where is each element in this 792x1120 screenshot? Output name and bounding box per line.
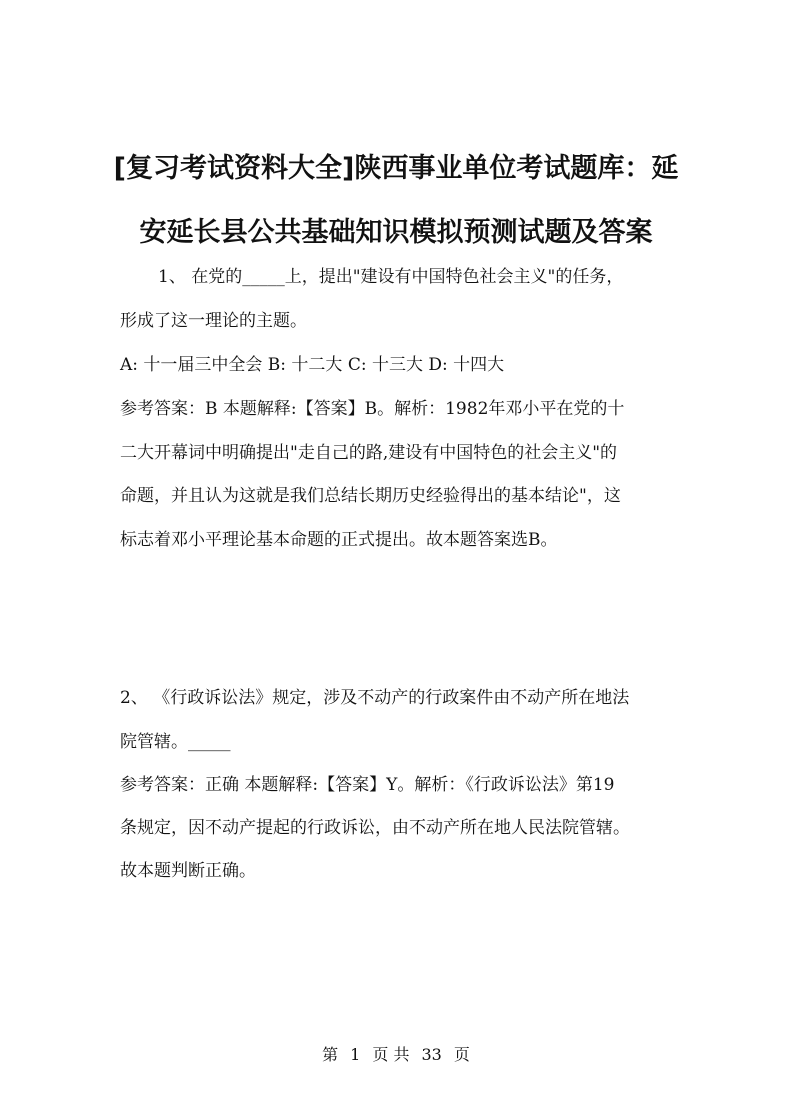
footer-page-number: 1 [350, 1045, 361, 1064]
question-2-text-line-1: 2、 《行政诉讼法》规定，涉及不动产的行政案件由不动产所在地法 [120, 688, 630, 708]
question-1-answer-line-4: 标志着邓小平理论基本命题的正式提出。故本题答案选B。 [120, 530, 558, 550]
page-footer [0, 1042, 792, 1065]
question-2-answer-line-1: 参考答案：正确 本题解释:【答案】Y。解析：《行政诉讼法》第19 [120, 775, 615, 795]
question-1-text-line-2: 形成了这一理论的主题。 [120, 311, 307, 331]
footer-suffix: 页 [453, 1045, 470, 1064]
question-2-text-line-2: 院管辖。_____ [120, 732, 231, 752]
question-1-answer-line-3: 命题，并且认为这就是我们总结长期历史经验得出的基本结论"，这 [120, 486, 621, 506]
question-2-answer-line-2: 条规定，因不动产提起的行政诉讼，由不动产所在地人民法院管辖。 [120, 818, 630, 838]
footer-mid: 页 共 [372, 1045, 410, 1064]
question-2-answer-line-3: 故本题判断正确。 [120, 861, 256, 881]
footer-total-pages: 33 [421, 1045, 442, 1064]
document-title-line-1: [复习考试资料大全]陕西事业单位考试题库：延 [113, 153, 679, 184]
question-1-answer-line-1: 参考答案：B 本题解释:【答案】B。解析：1982年邓小平在党的十 [120, 399, 625, 419]
document-title-line-2: 安延长县公共基础知识模拟预测试题及答案 [139, 217, 653, 248]
footer-prefix: 第 [322, 1045, 339, 1064]
question-1-options: A: 十一届三中全会 B: 十二大 C: 十三大 D: 十四大 [120, 355, 505, 375]
question-1-text-line-1: 1、 在党的_____上，提出"建设有中国特色社会主义"的任务， [158, 267, 624, 287]
question-1-answer-line-2: 二大开幕词中明确提出"走自己的路,建设有中国特色的社会主义"的 [120, 443, 618, 463]
